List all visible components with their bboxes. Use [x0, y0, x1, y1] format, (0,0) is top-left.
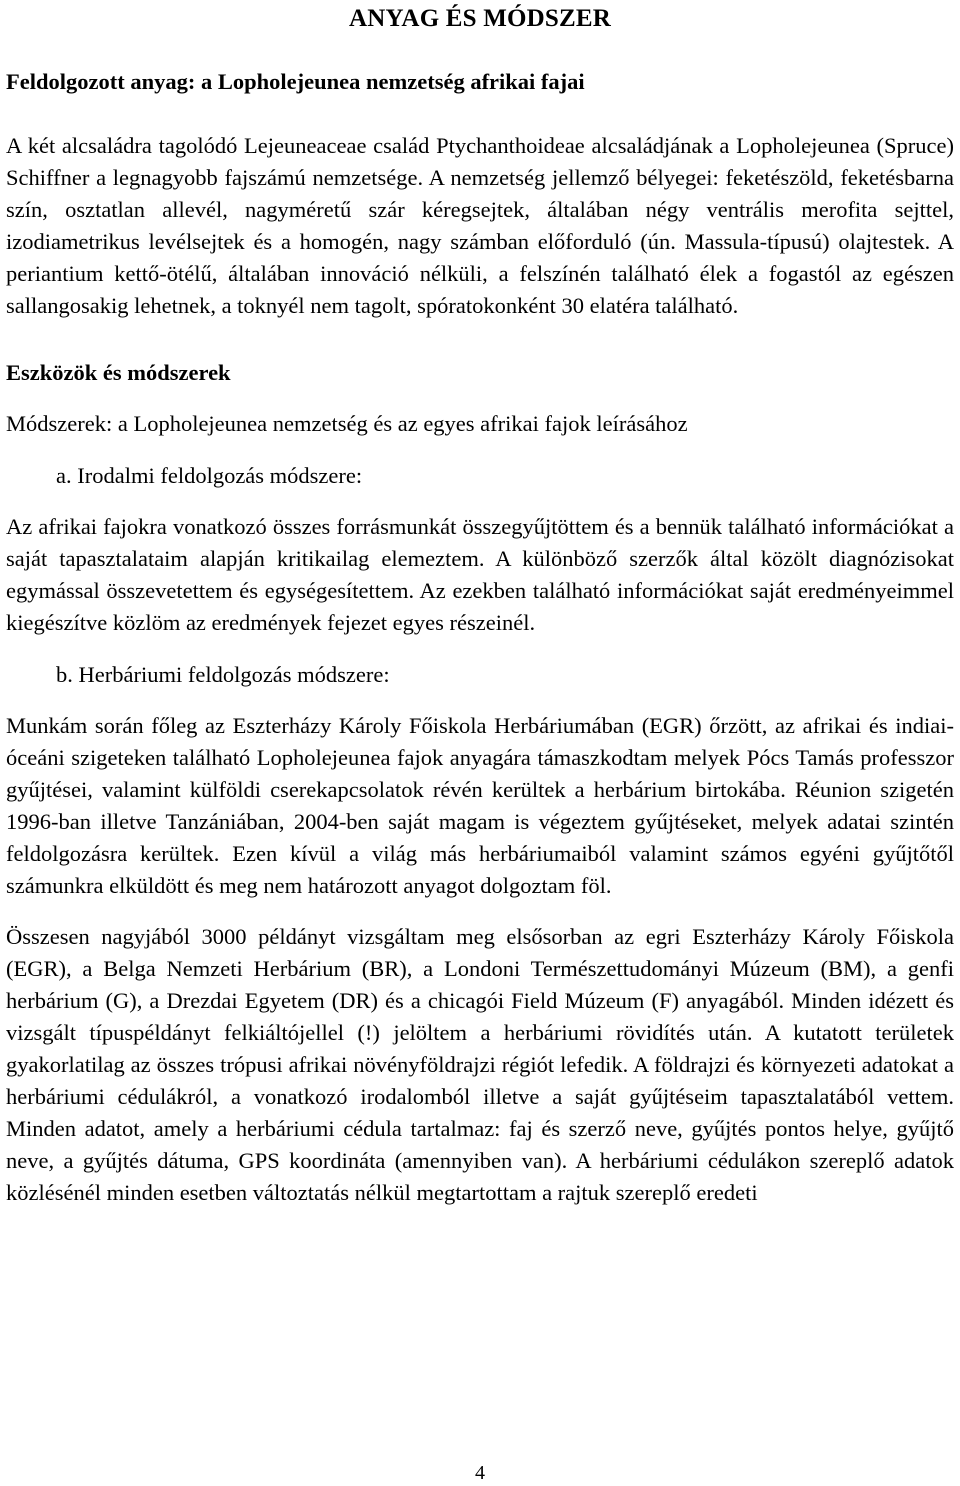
methods-intro: Módszerek: a Lopholejeunea nemzetség és az egyes afrikai fajok leírásához — [6, 410, 688, 436]
document-page — [6, 0, 954, 1209]
tools-heading: Eszközök és módszerek — [6, 359, 231, 385]
herbarium-heading: b. Herbáriumi feldolgozás módszere: — [56, 661, 390, 687]
herbarium-paragraph-2: Összesen nagyjából 3000 példányt vizsgáltam meg elsősorban az egri Eszterházy Károly Főiskola (EGR), a Belga Nemzeti Herbárium (BR), a Londoni Természettudományi Múzeum (BM), a genfi herbárium (G), a Drezdai Egyetem (DR) és a chicagói Field Múzeum (F) anyagából. Minden idézett és vizsgált típuspéldányt felkiáltójellel (!) jelöltem a herbáriumi rövidítés után. A kutatott területek gyakorlatilag az összes trópusi afrikai növényföldrajzi régiót lefedik. A földrajzi és környezeti adatokat a herbáriumi cédulákról, a vonatkozó irodalomból illetve a saját gyűjtéseim tapasztalatából vettem. Minden adatot, amely a herbáriumi cédula tartalmaz: faj és szerző neve, gyűjtés pontos helye, gyűjtő neve, a gyűjtés dátuma, GPS koordináta (amennyiben van). A herbáriumi cédulákon szereplő adatok közlésénél minden esetben változtatás nélkül megtartottam a rajtuk szereplő eredeti — [6, 923, 954, 1206]
herbarium-paragraph-1: Munkám során főleg az Eszterházy Károly Főiskola Herbáriumában (EGR) őrzött, az afrikai és indiai-óceáni szigeteken található Lopholejeunea fajok anyagára támaszkodtam melyek Pócs Tamás professzor gyűjtései, valamint külföldi cserekapcsolatok révén kerültek a herbárium birtokába. Réunion szigetén 1996-ban illetve Tanzániában, 2004-ben saját magam is végeztem gyűjtéseket, melyek adatai szintén feldolgozásra kerültek. Ezen kívül a világ más herbáriumaiból valamint számos egyéni gyűjtőtől számunkra elküldött és meg nem határozott anyagot dolgoztam föl. — [6, 712, 954, 899]
literature-paragraph: Az afrikai fajokra vonatkozó összes forrásmunkát összegyűjtöttem és a bennük található információkat a saját tapasztalataim alapján kritikailag elemeztem. A különböző szerzők által közölt diagnózisokat egymással összevetettem és egységesítettem. Az ezekben található információkat saját eredményeimmel kiegészítve közlöm az eredmények fejezet egyes részeinél. — [6, 513, 954, 635]
page-number: 4 — [475, 1462, 485, 1484]
section-title: ANYAG ÉS MÓDSZER — [348, 5, 612, 32]
material-paragraph: A két alcsaládra tagolódó Lejeuneaceae család Ptychanthoideae alcsaládjának a Lopholejeunea (Spruce) Schiffner a legnagyobb fajszámú nemzetsége. A nemzetség jellemző bélyegei: feketészöld, feketésbarna szín, osztatlan allevél, nagyméretű szár kéregsejtek, általában négy ventrális merofita sejttel, izodiametrikus levélsejtek és a homogén, nagy számban előforduló (ún. Massula-típusú) olajtestek. A periantium kettő-ötélű, általában innováció nélküli, a felszínén található élek a fogastól az egészen sallangosakig lehetnek, a toknyél nem tagolt, spóratokonként 30 elatéra található. — [6, 133, 954, 319]
literature-heading: a. Irodalmi feldolgozás módszere: — [56, 462, 363, 488]
material-heading: Feldolgozott anyag: a Lopholejeunea nemzetség afrikai fajai — [6, 69, 585, 94]
